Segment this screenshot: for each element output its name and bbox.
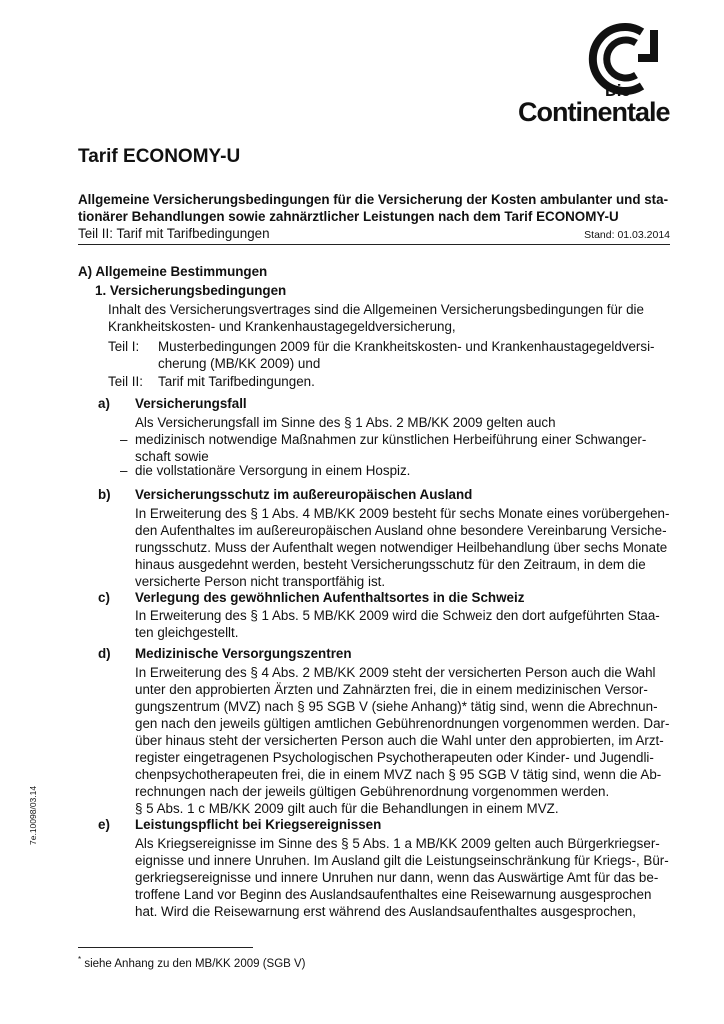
body-line: ten gleichgestellt. — [135, 625, 239, 640]
body-line: hat. Wird die Reisewarnung erst während des Auslandsaufenthaltes ausgesprochen, — [135, 904, 636, 919]
footnote-marker: * — [78, 955, 82, 964]
bullet-line: schaft sowie — [135, 449, 209, 464]
document-subheading — [78, 191, 678, 225]
body-line: troffene Land vor Beginn des Auslandsaufenthaltes eine Reisewarnung ausgesprochen — [135, 887, 652, 902]
subsection-b-heading: Versicherungsschutz im außereuropäischen Ausland — [135, 487, 473, 502]
subsection-b-body — [135, 505, 670, 590]
body-line: den Aufenthaltes im außereuropäischen Ausland ohne besondere Vereinbarung Versiche- — [135, 523, 667, 538]
subsection-d-body — [135, 664, 670, 817]
brand-line1: Die — [605, 81, 630, 100]
subsection-d-heading: Medizinische Versorgungszentren — [135, 646, 352, 661]
teil1-line: cherung (MB/KK 2009) und — [158, 356, 321, 371]
document-title: Tarif ECONOMY-U — [78, 146, 241, 167]
body-line: gen nach den jeweils gültigen amtlichen Gebührenordnungen vorgenommen werden. Dar- — [135, 716, 670, 731]
stand-date: Stand: 01.03.2014 — [584, 229, 670, 241]
body-line: chenpsychotherapeuten frei, die in einem MVZ nach § 95 SGB V tätig sind, wenn die Ab- — [135, 767, 662, 782]
body-line: Als Kriegsereignisse im Sinne des § 5 Abs. 1 a MB/KK 2009 gelten auch Bürgerkriegser- — [135, 836, 660, 851]
body-line: gerkriegsereignisse und innere Unruhen nur dann, wenn das Auswärtige Amt für das be- — [135, 870, 659, 885]
bullet-text: die vollstationäre Versorgung in einem Hospiz. — [135, 463, 411, 478]
subsection-e-body — [135, 835, 670, 920]
subsection-c-letter: c) — [98, 590, 110, 605]
subsection-e-heading: Leistungspflicht bei Kriegsereignissen — [135, 817, 382, 832]
section-a-heading: A) Allgemeine Bestimmungen — [78, 264, 268, 279]
bullet-line: medizinisch notwendige Maßnahmen zur künstlichen Herbeiführung einer Schwanger- — [135, 432, 647, 447]
body-line: rungsschutz. Muss der Aufenthalt wegen notwendiger Heilbehandlung über sechs Monate — [135, 540, 668, 555]
body-line: hinaus ausgedehnt werden, besteht Versicherungsschutz für den Zeitraum, in dem die — [135, 557, 646, 572]
body-line: über hinaus steht der versicherten Person auch die Wahl unter den approbierten, im Arzt- — [135, 733, 664, 748]
teil1-line: Musterbedingungen 2009 für die Krankheitskosten- und Krankenhaustagegeldversi- — [158, 339, 655, 354]
intro-paragraph — [108, 301, 670, 335]
body-line: eignisse und innere Unruhen. Im Ausland gilt die Leistungseinschränkung für Kriegs-, Bür- — [135, 853, 669, 868]
header-divider — [78, 244, 670, 245]
body-line: In Erweiterung des § 4 Abs. 2 MB/KK 2009 steht der versicherten Person auch die Wahl — [135, 665, 656, 680]
body-line: In Erweiterung des § 1 Abs. 5 MB/KK 2009 wird die Schweiz den dort aufgeführten Staa- — [135, 608, 660, 623]
body-line: versicherte Person nicht transportfähig ist. — [135, 574, 386, 589]
subsection-d-letter: d) — [98, 646, 111, 661]
footnote-text: siehe Anhang zu den MB/KK 2009 (SGB V) — [81, 957, 306, 970]
part-label: Teil II: Tarif mit Tarifbedingungen — [78, 226, 270, 241]
part-label-row — [78, 226, 670, 241]
intro-line: Krankheitskosten- und Krankenhaustagegeldversicherung, — [108, 319, 456, 334]
footnote — [78, 955, 306, 970]
bullet-text — [135, 431, 670, 465]
body-line: rechnungen nach der jeweils gültigen Gebührenordnung vorgenommen werden. — [135, 784, 610, 799]
subsection-a-heading: Versicherungsfall — [135, 396, 247, 411]
teil2-label: Teil II: — [108, 374, 143, 389]
brand-wordmark — [518, 82, 668, 126]
subheading-line: tionärer Behandlungen sowie zahnärztlicher Leistungen nach dem Tarif ECONOMY-U — [78, 209, 619, 224]
teil1-text — [158, 338, 668, 372]
body-line: unter den approbierten Ärzten und Zahnärzten frei, die in einem medizinischen Versor- — [135, 682, 648, 697]
brand-line2: Continentale — [518, 97, 670, 127]
body-line: gungszentrum (MVZ) nach § 95 SGB V (siehe Anhang)* tätig sind, wenn die Abrechnun- — [135, 699, 658, 714]
section-1-heading: 1. Versicherungsbedingungen — [95, 283, 287, 298]
subsection-e-letter: e) — [98, 817, 110, 832]
bullet-dash: – — [120, 432, 128, 447]
body-line: register eingetragenen Psychologischen Psychotherapeuten oder Kinder- und Jugendli- — [135, 750, 654, 765]
bullet-dash: – — [120, 463, 128, 478]
teil1-label: Teil I: — [108, 339, 140, 354]
subsection-a-letter: a) — [98, 396, 110, 411]
document-code: 7e.10098/03.14 — [28, 785, 38, 845]
subsection-c-heading: Verlegung des gewöhnlichen Aufenthaltsortes in die Schweiz — [135, 590, 525, 605]
body-line: § 5 Abs. 1 c MB/KK 2009 gilt auch für die Behandlungen in einem MVZ. — [135, 801, 559, 816]
subheading-line: Allgemeine Versicherungsbedingungen für die Versicherung der Kosten ambulanter und sta- — [78, 192, 669, 207]
intro-line: Inhalt des Versicherungsvertrages sind die Allgemeinen Versicherungsbedingungen für die — [108, 302, 644, 317]
footnote-divider — [78, 947, 253, 948]
teil2-text: Tarif mit Tarifbedingungen. — [158, 374, 315, 389]
subsection-a-lead: Als Versicherungsfall im Sinne des § 1 Abs. 2 MB/KK 2009 gelten auch — [135, 415, 556, 430]
body-line: In Erweiterung des § 1 Abs. 4 MB/KK 2009 besteht für sechs Monate eines vorübergehen- — [135, 506, 670, 521]
subsection-c-body — [135, 607, 670, 641]
subsection-b-letter: b) — [98, 487, 111, 502]
